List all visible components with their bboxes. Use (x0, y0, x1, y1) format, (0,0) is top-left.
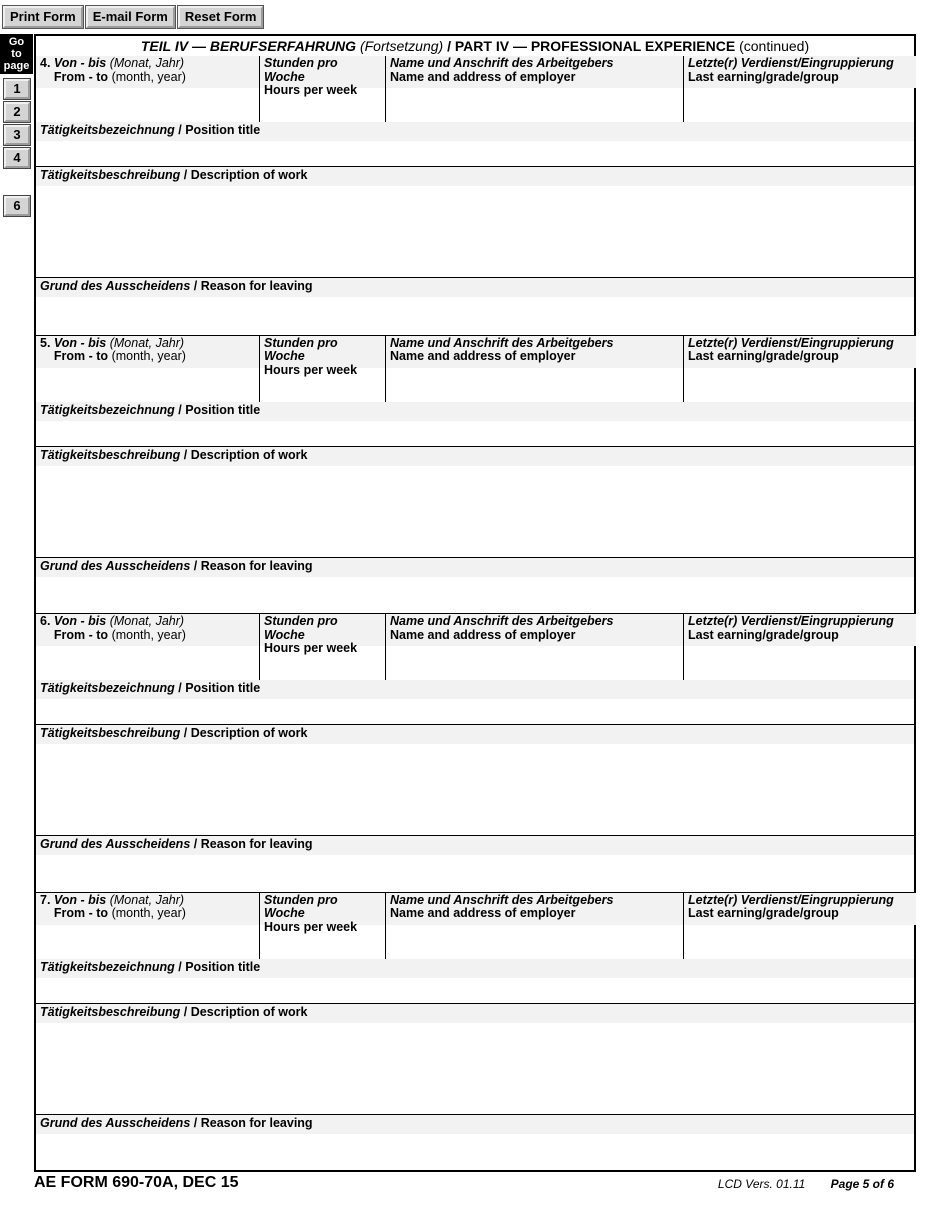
earning-label (684, 336, 916, 368)
slash: / (178, 402, 182, 417)
hours-input[interactable] (260, 366, 385, 402)
slash: / (193, 558, 198, 573)
reason-de-label: Grund des Ausscheidens (40, 1115, 191, 1130)
employer-column (386, 614, 684, 680)
goto-page-4-button[interactable]: 4 (4, 148, 30, 168)
from-to-label: From - to (53, 906, 109, 920)
description-label (36, 167, 914, 186)
earning-label (684, 56, 916, 88)
earning-column (684, 893, 916, 959)
reason-input[interactable] (36, 855, 914, 891)
description-de-label: Tätigkeitsbeschreibung (40, 1004, 181, 1019)
position-en-label: Position title (185, 959, 261, 974)
earning-label (684, 893, 916, 925)
position-title-label (36, 402, 914, 421)
slash: / (193, 1115, 198, 1130)
dates-column (36, 614, 260, 680)
position-title-label (36, 680, 914, 699)
hours-per-week-label: Hours per week (264, 362, 358, 377)
experience-entry (36, 56, 914, 335)
hours-label (260, 335, 385, 377)
position-title-input[interactable] (36, 141, 914, 165)
reset-form-button[interactable]: Reset Form (178, 6, 264, 28)
reason-input[interactable] (36, 297, 914, 333)
dates-column (36, 56, 260, 122)
goto-page-2-button[interactable]: 2 (4, 102, 30, 122)
dates-column (36, 893, 260, 959)
hours-per-week-label: Hours per week (264, 641, 358, 655)
slash: / (178, 681, 182, 695)
earning-de-label: Letzte(r) Verdienst/Eingruppierung (688, 614, 894, 628)
von-bis-label: Von - bis (53, 614, 107, 628)
reason-en-label: Reason for leaving (200, 279, 313, 293)
from-to-label: From - to (53, 69, 109, 84)
earning-de-label: Letzte(r) Verdienst/Eingruppierung (688, 892, 894, 907)
earning-column (684, 336, 916, 402)
hours-input[interactable] (260, 86, 385, 122)
title-de-sub: (Fortsetzung) (359, 38, 444, 54)
employer-label (386, 614, 683, 646)
monat-jahr-label: (Monat, Jahr) (109, 335, 185, 350)
hours-input[interactable] (260, 923, 385, 959)
dates-label (36, 56, 259, 88)
form-title (36, 36, 914, 56)
monat-jahr-label: (Monat, Jahr) (109, 56, 185, 70)
description-section (36, 167, 914, 278)
goto-label (0, 34, 33, 74)
employer-input[interactable] (386, 366, 683, 402)
earning-input[interactable] (684, 923, 916, 959)
goto-label-line: to (11, 48, 22, 60)
version-label: LCD Vers. 01.11 (717, 1177, 806, 1191)
dates-label (36, 893, 259, 925)
von-bis-label: Von - bis (53, 335, 107, 350)
reason-de-label: Grund des Ausscheidens (40, 279, 191, 293)
reason-label (36, 558, 914, 577)
stunden-label: Stunden pro Woche (264, 614, 338, 642)
description-input[interactable] (36, 744, 914, 834)
monat-jahr-label: (Monat, Jahr) (109, 892, 185, 907)
employer-en-label: Name and address of employer (390, 906, 576, 920)
position-de-label: Tätigkeitsbezeichnung (40, 402, 175, 417)
position-title-input[interactable] (36, 699, 914, 723)
position-de-label: Tätigkeitsbezeichnung (40, 959, 175, 974)
entry-header-row (36, 614, 914, 681)
employer-column (386, 336, 684, 402)
description-input[interactable] (36, 466, 914, 556)
stunden-label: Stunden pro Woche (264, 56, 338, 84)
dates-label (36, 336, 259, 368)
monat-jahr-label: (Monat, Jahr) (109, 614, 185, 628)
print-form-button[interactable]: Print Form (3, 6, 83, 28)
reason-section (36, 836, 914, 892)
employer-input[interactable] (386, 644, 683, 680)
description-section (36, 725, 914, 836)
reason-label (36, 836, 914, 855)
slash: / (183, 447, 188, 462)
email-form-button[interactable]: E-mail Form (86, 6, 175, 28)
position-title-input[interactable] (36, 421, 914, 445)
goto-page-1-button[interactable]: 1 (4, 79, 30, 99)
description-en-label: Description of work (190, 447, 308, 462)
hours-label (260, 614, 385, 655)
description-input[interactable] (36, 1023, 914, 1113)
title-separator: / (447, 38, 451, 54)
entry-header-row (36, 56, 914, 123)
entry-header-row (36, 893, 914, 960)
position-title-section (36, 122, 914, 167)
slash: / (178, 123, 182, 137)
entry-number: 5. (40, 335, 51, 350)
hours-column (260, 893, 386, 959)
slash: / (183, 168, 188, 182)
slash: / (183, 1004, 188, 1019)
title-en: PART IV — PROFESSIONAL EXPERIENCE (454, 38, 736, 54)
description-de-label: Tätigkeitsbeschreibung (40, 726, 181, 740)
hours-label (260, 892, 385, 934)
reason-input[interactable] (36, 1134, 914, 1170)
slash: / (193, 837, 198, 851)
earning-column (684, 56, 916, 122)
reason-de-label: Grund des Ausscheidens (40, 558, 191, 573)
slash: / (178, 959, 182, 974)
description-input[interactable] (36, 186, 914, 276)
earning-input[interactable] (684, 86, 916, 122)
position-de-label: Tätigkeitsbezeichnung (40, 681, 175, 695)
title-en-sub: (continued) (739, 38, 810, 54)
position-title-label (36, 959, 914, 978)
employer-en-label: Name and address of employer (390, 627, 576, 642)
description-label (36, 725, 914, 744)
hours-per-week-label: Hours per week (264, 919, 358, 934)
earning-de-label: Letzte(r) Verdienst/Eingruppierung (688, 56, 894, 70)
stunden-label: Stunden pro Woche (264, 335, 338, 363)
entry-number: 4. (40, 56, 51, 70)
hours-column (260, 336, 386, 402)
earning-en-label: Last earning/grade/group (688, 69, 839, 84)
position-en-label: Position title (185, 123, 261, 137)
goto-label-line: page (3, 60, 30, 72)
employer-en-label: Name and address of employer (390, 349, 576, 363)
reason-section (36, 558, 914, 614)
goto-page-nav (0, 34, 33, 234)
hours-column (260, 56, 386, 122)
earning-label (684, 614, 916, 646)
earning-en-label: Last earning/grade/group (688, 906, 839, 920)
earning-input[interactable] (684, 644, 916, 680)
description-section (36, 447, 914, 558)
reason-en-label: Reason for leaving (200, 1115, 313, 1130)
employer-column (386, 56, 684, 122)
toolbar (3, 6, 263, 28)
description-en-label: Description of work (190, 168, 308, 182)
dates-input[interactable] (36, 923, 259, 959)
dates-label (36, 614, 259, 646)
month-year-label: (month, year) (111, 349, 186, 363)
employer-label (386, 56, 683, 88)
employer-column (386, 893, 684, 959)
von-bis-label: Von - bis (53, 56, 107, 70)
earning-en-label: Last earning/grade/group (688, 349, 839, 363)
description-label (36, 447, 914, 466)
professional-experience-form (34, 34, 916, 1172)
form-id: AE FORM 690-70A, DEC 15 (34, 1174, 239, 1191)
entry-header-row (36, 336, 914, 403)
earning-input[interactable] (684, 366, 916, 402)
employer-de-label: Name und Anschrift des Arbeitgebers (390, 614, 614, 628)
dates-input[interactable] (36, 644, 259, 680)
slash: / (183, 726, 188, 740)
dates-input[interactable] (36, 366, 259, 402)
position-en-label: Position title (185, 402, 261, 417)
employer-input[interactable] (386, 923, 683, 959)
dates-column (36, 336, 260, 402)
description-en-label: Description of work (190, 1004, 308, 1019)
position-title-section (36, 680, 914, 725)
goto-label-line: Go (8, 36, 25, 48)
employer-de-label: Name und Anschrift des Arbeitgebers (390, 335, 614, 350)
earning-column (684, 614, 916, 680)
hours-column (260, 614, 386, 680)
experience-entries (36, 56, 914, 1170)
stunden-label: Stunden pro Woche (264, 892, 338, 920)
reason-de-label: Grund des Ausscheidens (40, 837, 191, 851)
description-label (36, 1004, 914, 1023)
month-year-label: (month, year) (111, 69, 186, 84)
hours-label (260, 56, 385, 97)
reason-label (36, 278, 914, 297)
earning-en-label: Last earning/grade/group (688, 627, 839, 642)
employer-label (386, 336, 683, 368)
reason-input[interactable] (36, 577, 914, 613)
employer-en-label: Name and address of employer (390, 69, 576, 84)
slash: / (193, 279, 198, 293)
position-title-section (36, 402, 914, 447)
month-year-label: (month, year) (111, 906, 186, 920)
entry-number: 6. (40, 614, 51, 628)
hours-input[interactable] (260, 644, 385, 680)
experience-entry (36, 335, 914, 614)
goto-page-6-button[interactable]: 6 (4, 196, 30, 216)
reason-label (36, 1115, 914, 1134)
experience-entry (36, 613, 914, 892)
description-en-label: Description of work (190, 726, 308, 740)
page-indicator: Page 5 of 6 (830, 1177, 894, 1191)
position-en-label: Position title (185, 681, 261, 695)
footer-info (718, 1177, 916, 1191)
reason-en-label: Reason for leaving (200, 837, 313, 851)
reason-en-label: Reason for leaving (200, 558, 313, 573)
employer-de-label: Name und Anschrift des Arbeitgebers (390, 892, 614, 907)
position-title-section (36, 959, 914, 1004)
description-de-label: Tätigkeitsbeschreibung (40, 168, 181, 182)
description-section (36, 1004, 914, 1115)
position-title-input[interactable] (36, 978, 914, 1002)
position-de-label: Tätigkeitsbezeichnung (40, 123, 175, 137)
title-de: TEIL IV — BERUFSERFAHRUNG (140, 38, 357, 54)
dates-input[interactable] (36, 86, 259, 122)
employer-de-label: Name und Anschrift des Arbeitgebers (390, 56, 614, 70)
entry-number: 7. (40, 892, 51, 907)
von-bis-label: Von - bis (53, 892, 107, 907)
employer-label (386, 893, 683, 925)
month-year-label: (month, year) (111, 627, 186, 642)
from-to-label: From - to (53, 627, 109, 642)
position-title-label (36, 122, 914, 141)
reason-section (36, 278, 914, 334)
goto-page-3-button[interactable]: 3 (4, 125, 30, 145)
hours-per-week-label: Hours per week (264, 83, 358, 97)
from-to-label: From - to (53, 349, 109, 363)
experience-entry (36, 892, 914, 1171)
employer-input[interactable] (386, 86, 683, 122)
description-de-label: Tätigkeitsbeschreibung (40, 447, 181, 462)
earning-de-label: Letzte(r) Verdienst/Eingruppierung (688, 335, 894, 350)
reason-section (36, 1115, 914, 1171)
